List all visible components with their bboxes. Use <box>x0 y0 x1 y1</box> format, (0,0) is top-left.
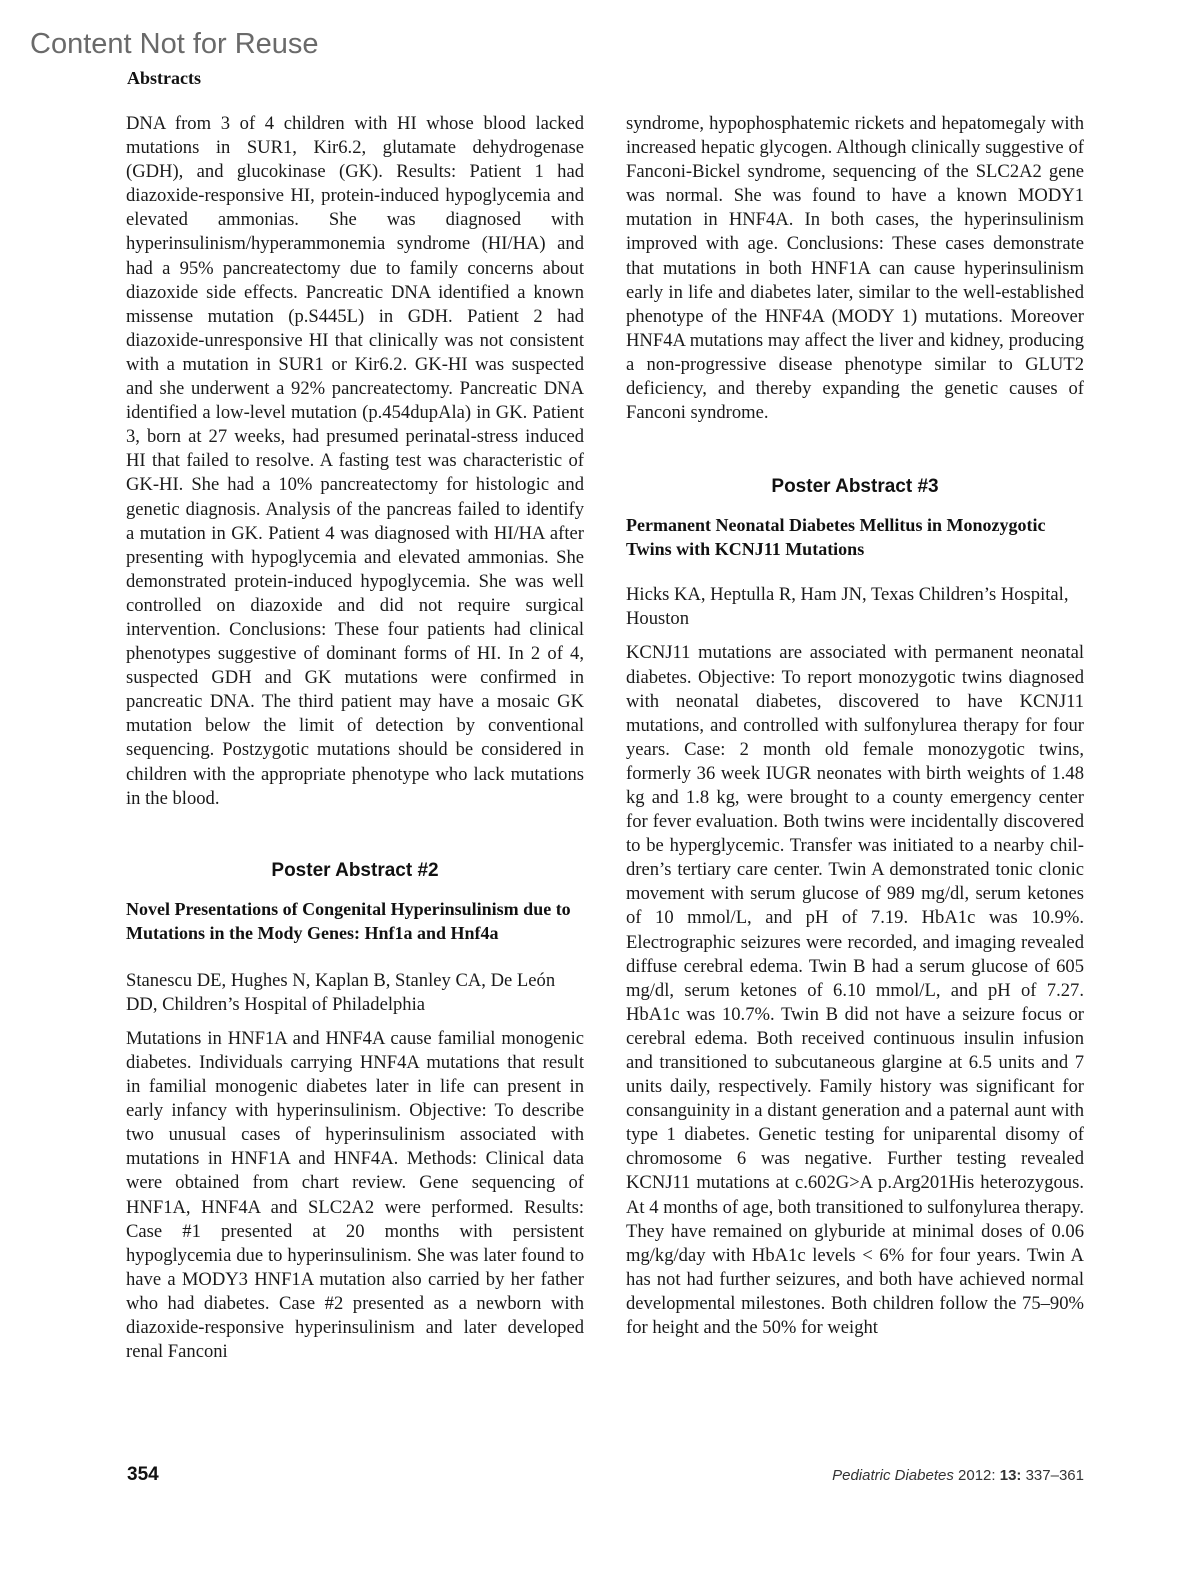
watermark: Content Not for Reuse <box>30 28 319 60</box>
poster-abstract-2-title: Novel Presentations of Congenital Hyperinsulinism due to Mutations in the Mody Genes: Hnf1a and Hnf4a <box>126 898 571 943</box>
journal-pages: 337–361 <box>1025 1467 1084 1484</box>
running-head: Abstracts <box>127 68 201 88</box>
continued-abstract-2-text: syndrome, hypophosphatemic rickets and hepatomegaly with increased hepatic glycogen. Although clinically suggestive of Fanconi-Bickel syndrome, sequencing of the SLC2A2 gene was normal. She was found to have a known MODY1 mutation in HNF4A. In both cases, the hyperinsulinism improved with age. Conclusions: These cases demonstrate that mutations in both HNF1A can cause hyperinsulinism early in life and diabetes later, similar to the well-established phenotype of the HNF4A (MODY 1) mutations. Moreover HNF4A mutations may affect the liver and kidney, producing a non-progressive disease phenotype similar to GLUT2 deficiency, and thereby expanding the genetic causes of Fanconi syndrome. <box>626 113 1084 424</box>
poster-abstract-2-heading: Poster Abstract #2 <box>271 859 439 881</box>
poster-abstract-3-authors: Hicks KA, Heptulla R, Ham JN, Texas Children’s Hospital, Houston <box>626 584 1069 630</box>
poster-abstract-3-title: Permanent Neonatal Diabetes Mellitus in Monozygotic Twins with KCNJ11 Mutations <box>626 515 1046 560</box>
journal-citation <box>832 1467 1084 1484</box>
poster-abstract-2-body: Mutations in HNF1A and HNF4A cause familial monogenic diabetes. Individuals carrying HNF4A mutations that result in familial monogenic diabetes later in life can present in early infancy with hyperinsulinism. Objective: To describe two unusual cases of hyperinsulinism associated with mutations in HNF1A and HNF4A. Methods: Clinical data were obtained from chart review. Gene sequencing of HNF1A, HNF4A and SLC2A2 were performed. Results: Case #1 presented at 20 months with persistent hypoglycemia due to hyperinsulinism. She was later found to have a MODY3 HNF1A mutation also carried by her father who had diabetes. Case #2 presented as a newborn with diazoxide-responsive hyperinsulinism and later developed renal Fanconi <box>126 1027 584 1363</box>
poster-abstract-3-heading: Poster Abstract #3 <box>771 476 939 498</box>
continued-abstract-text: DNA from 3 of 4 children with HI whose blood lacked mutations in SUR1, Kir6.2, glutamate dehydrogenase (GDH), and glucokinase (GK). Results: Patient 1 had diazoxide-responsive HI, protein-induced hypoglycemia and elevated ammonias. She was diagnosed with hyperinsulinism/hyperammonemia syndrome (HI/HA) and had a 95% pancreatectomy due to family concerns about diazoxide side effects. Pancreatic DNA identified a known missense mutation (p.S445L) in GDH. Patient 2 had diazoxide-unresponsive HI that clinically was not consistent with a mutation in SUR1 or Kir6.2. GK-HI was suspected and she underwent a 92% pancreatectomy. Pancreatic DNA identified a low-level mutation (p.454dupAla) in GK. Patient 3, born at 27 weeks, had presumed perinatal-stress induced HI that failed to resolve. A fasting test was characteristic of GK-HI. She had a 10% pancreatectomy for histologic and genetic diagnosis. Analysis of the pancreas failed to identify a mutation in GK. Patient 4 was diagnosed with HI/HA after presenting with hypoglycemia and elevated ammonias. She demonstrated protein-induced hypoglycemia. She was well controlled on diazoxide and did not require surgical intervention. Conclusions: These four patients had clinical phenotypes suggestive of dominant forms of HI. In 2 of 4, suspected GDH and GK mutations were confirmed in pancreatic DNA. The third patient may have a mosaic GK mutation below the limit of detection by conventional sequencing. Postzygotic mutations should be considered in children with the appropriate phenotype who lack mutations in the blood. <box>126 113 584 809</box>
journal-year: 2012: <box>958 1467 996 1484</box>
poster-abstract-2-authors: Stanescu DE, Hughes N, Kaplan B, Stanley CA, De León DD, Children’s Hospital of Philadelphia <box>126 969 556 1015</box>
journal-volume: 13: <box>999 1467 1022 1484</box>
left-column <box>126 112 584 1364</box>
journal-name: Pediatric Diabetes <box>832 1467 954 1484</box>
page-number: 354 <box>127 1464 159 1485</box>
right-column <box>626 112 1084 1340</box>
poster-abstract-3-body: KCNJ11 mutations are associated with permanent neonatal diabetes. Objective: To report monozygotic twins diagnosed with neonatal diabetes, discovered to have KCNJ11 mutations, and controlled with sulfonylurea therapy for four years. Case: 2 month old female monozygotic twins, formerly 36 week IUGR neonates with birth weights of 1.48 kg and 1.8 kg, were brought to a county emergency center for fever evaluation. Both twins were incidentally discovered to be hyperglycemic. Transfer was initiated to a nearby children’s tertiary care center. Twin A demonstrated tonic clonic movement with serum glucose of 989 mg/dl, serum ketones of 10 mmol/L, and pH of 7.19. HbA1c was 10.9%. Electrographic seizures were recorded, and imaging revealed diffuse cerebral edema. Twin B had a serum glucose of 605 mg/dl, serum ketones of 6.10 mmol/L, and pH of 7.27. HbA1c was 10.7%. Twin B did not have a seizure focus or cerebral edema. Both received continuous insulin infusion and transitioned to subcutaneous glargine at 6.5 units and 7 units daily, respectively. Family history was significant for consanguinity in a distant generation and a paternal aunt with type 1 diabetes. Genetic testing for uniparental disomy of chromosome 6 was negative. Further testing revealed KCNJ11 mutations at c.602G>A p.Arg201His heterozygous. At 4 months of age, both transitioned to sulfonylurea therapy. They have remained on glyburide at minimal doses of 0.06 mg/kg/day with HbA1c levels < 6% for four years. Twin A has not had further seizures, and both have achieved normal developmental milestones. Both children follow the 75–90% for height and the 50% for weight <box>626 642 1084 1339</box>
